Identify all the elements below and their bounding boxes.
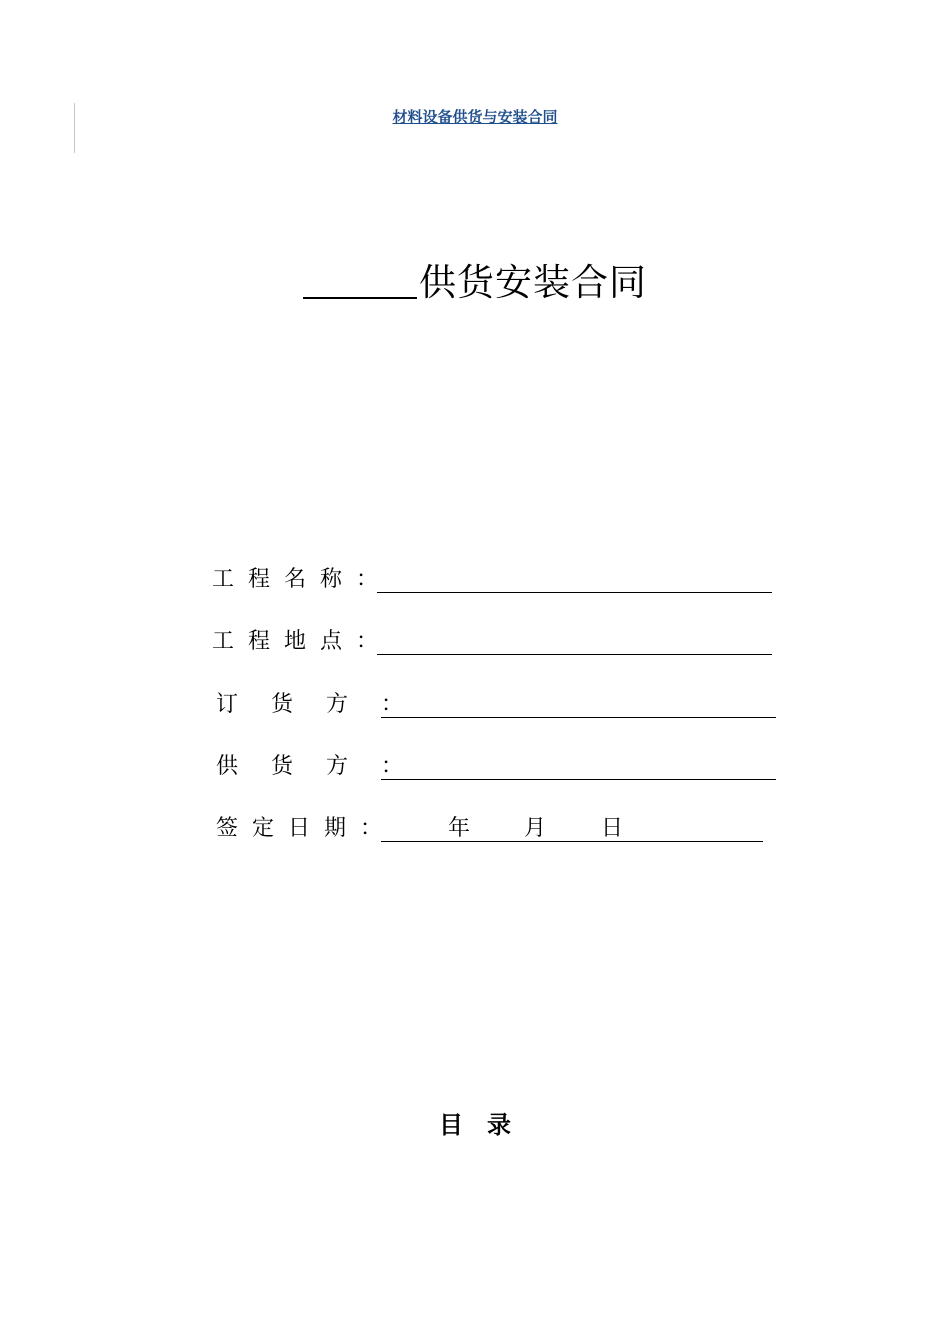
title-blank-line[interactable] [303, 259, 417, 299]
field-supplier [216, 749, 404, 785]
month-label: 月 [524, 816, 547, 841]
field-purchaser-label: 订货方： [216, 692, 404, 717]
header-title-link[interactable]: 材料设备供货与安装合同 [392, 108, 558, 126]
field-project-location-label: 工程地点： [212, 629, 379, 654]
field-project-name-label: 工程名称： [212, 567, 379, 592]
field-supplier-label: 供货方： [216, 754, 404, 779]
field-project-name [212, 562, 377, 598]
signing-date-input-line[interactable] [381, 841, 763, 842]
year-label: 年 [448, 816, 471, 841]
toc-heading: 目录 [439, 1111, 535, 1139]
field-signing-date [216, 811, 624, 847]
contract-title [0, 252, 950, 306]
contract-title-text: 供货安装合同 [419, 261, 647, 304]
field-purchaser [216, 687, 404, 723]
day-label: 日 [601, 816, 624, 841]
field-project-location [212, 624, 377, 660]
field-signing-date-label: 签定日期： [216, 816, 383, 841]
project-name-input-line[interactable] [377, 592, 772, 593]
purchaser-input-line[interactable] [381, 717, 776, 718]
supplier-input-line[interactable] [381, 779, 776, 780]
project-location-input-line[interactable] [377, 654, 772, 655]
